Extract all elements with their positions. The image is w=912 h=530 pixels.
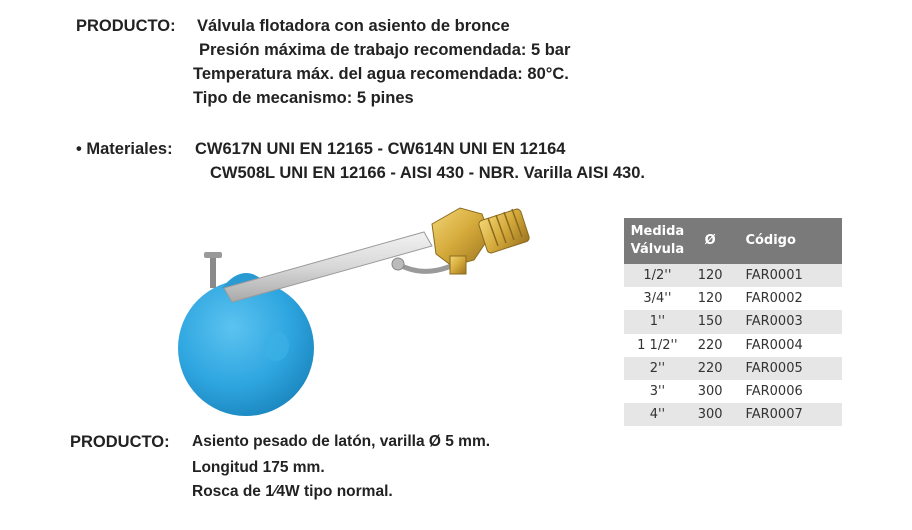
table-row <box>624 310 842 333</box>
col-header-medida-line1: Medida <box>630 224 685 239</box>
table-row <box>624 380 842 403</box>
cell-codigo: FAR0003 <box>729 310 842 333</box>
cell-diameter: 300 <box>691 403 730 426</box>
cell-medida: 3/4'' <box>624 287 691 310</box>
cell-diameter: 220 <box>691 334 730 357</box>
cell-codigo: FAR0006 <box>729 380 842 403</box>
cell-diameter: 300 <box>691 380 730 403</box>
table-row <box>624 334 842 357</box>
product-label: PRODUCTO: <box>76 17 176 35</box>
cell-medida: 4'' <box>624 403 691 426</box>
cell-codigo: FAR0001 <box>729 264 842 287</box>
cell-medida: 3'' <box>624 380 691 403</box>
table-row <box>624 264 842 287</box>
col-header-codigo: Código <box>729 218 842 264</box>
cell-medida: 1 1/2'' <box>624 334 691 357</box>
threaded-outlet <box>478 208 530 254</box>
table-row <box>624 403 842 426</box>
cell-codigo: FAR0004 <box>729 334 842 357</box>
cell-diameter: 150 <box>691 310 730 333</box>
col-header-diameter: Ø <box>691 218 730 264</box>
float-ball <box>178 280 314 416</box>
cell-diameter: 120 <box>691 287 730 310</box>
table-header-row <box>624 218 842 264</box>
cell-codigo: FAR0007 <box>729 403 842 426</box>
product-line-4: Tipo de mecanismo: 5 pines <box>193 89 414 107</box>
table-row <box>624 357 842 380</box>
materials-line-2: CW508L UNI EN 12166 - AISI 430 - NBR. Varilla AISI 430. <box>210 164 645 182</box>
cell-diameter: 120 <box>691 264 730 287</box>
bottom-product-label: PRODUCTO: <box>70 433 170 451</box>
col-header-medida <box>624 218 691 264</box>
product-line-1: Válvula flotadora con asiento de bronce <box>197 17 510 35</box>
spec-table <box>624 218 842 426</box>
bottom-line-3: Rosca de 1⁄4W tipo normal. <box>192 483 393 500</box>
col-header-medida-line2: Válvula <box>630 242 685 257</box>
bottom-line-1: Asiento pesado de latón, varilla Ø 5 mm. <box>192 433 491 450</box>
materials-line-1: CW617N UNI EN 12165 - CW614N UNI EN 12164 <box>195 140 566 158</box>
bottom-line-2: Longitud 175 mm. <box>192 459 325 476</box>
product-line-2: Presión máxima de trabajo recomendada: 5 bar <box>199 41 571 59</box>
cell-medida: 2'' <box>624 357 691 380</box>
product-line-3: Temperatura máx. del agua recomendada: 80°C. <box>193 65 569 83</box>
table-row <box>624 287 842 310</box>
ball-screw <box>210 256 216 288</box>
materials-label: • Materiales: <box>76 140 173 158</box>
cell-diameter: 220 <box>691 357 730 380</box>
cell-medida: 1'' <box>624 310 691 333</box>
cell-codigo: FAR0005 <box>729 357 842 380</box>
float-valve-image <box>170 196 550 428</box>
cell-codigo: FAR0002 <box>729 287 842 310</box>
cell-medida: 1/2'' <box>624 264 691 287</box>
